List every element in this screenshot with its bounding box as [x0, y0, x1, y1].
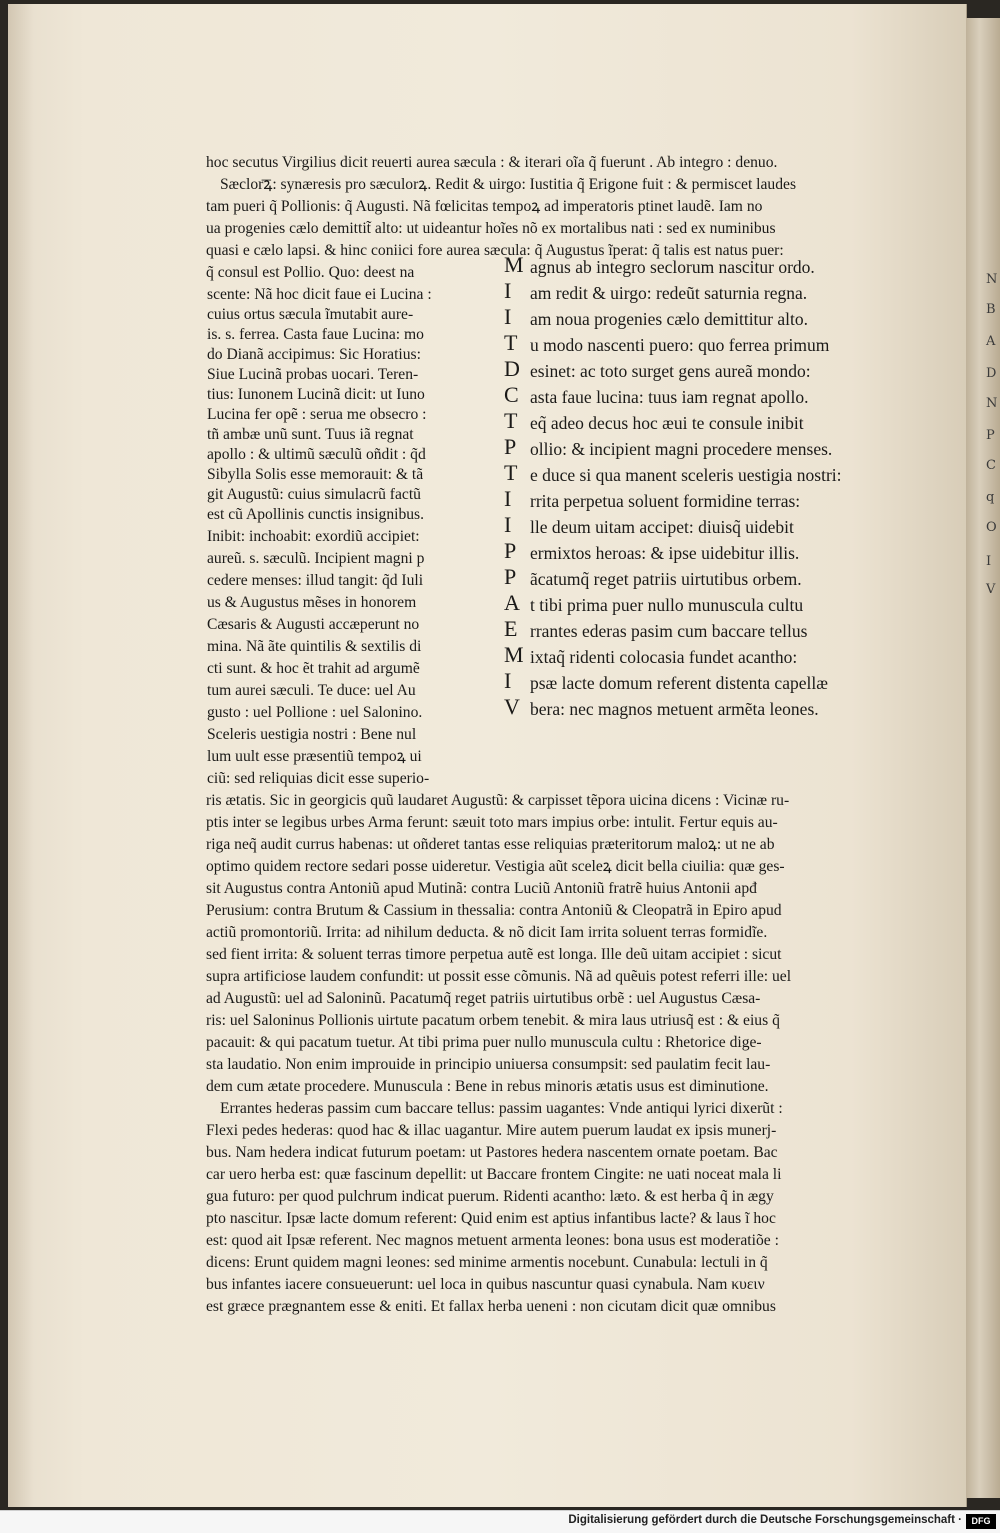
- commentary-full-line: ris: uel Saloninus Pollionis uirtute pacatum orbem tenebit. & mira laus utriusq̃ est : & eius q̃: [206, 1012, 780, 1029]
- commentary-line: apollo : & ultimũ sæculũ oñdit : q̃d: [207, 446, 426, 463]
- verse-initial: I: [504, 278, 512, 303]
- edge-letter: C: [986, 458, 996, 473]
- commentary-full-line: optimo quidem rectore sedari posse uideretur. Vestigia aũt sceleꝝ dicit bella ciuilia: quæ ges-: [206, 858, 785, 875]
- commentary-line: do Dianã accipimus: Sic Horatius:: [207, 346, 421, 363]
- edge-letter: P: [986, 428, 995, 443]
- verse-initial: T: [504, 330, 518, 355]
- verse-line: bera: nec magnos metuent armẽta leones.: [530, 699, 819, 719]
- verse-initial: C: [504, 382, 519, 407]
- commentary-full-line: gua futuro: per quod pulchrum indicat puerum. Ridenti acantho: læto. & est herba q̃ in ægy: [206, 1188, 774, 1205]
- edge-letter: B: [986, 302, 996, 317]
- commentary-line: Inibit: inchoabit: exordiũ accipiet:: [207, 528, 420, 545]
- commentary-line: Sceleris uestigia nostri : Bene nul: [207, 726, 417, 743]
- commentary-line: tum aurei sæculi. Te duce: uel Au: [207, 682, 416, 699]
- commentary-full-line: sta laudatio. Non enim improuide in principio uniuersa consumpsit: sed paulatim fecit lau-: [206, 1056, 771, 1073]
- commentary-line: cuius ortus sæcula ĩmutabit aure-: [207, 306, 414, 323]
- intro-line: ua progenies cælo demittit̃ alto: ut uideantur hoĩes nõ ex mortalibus nati : sed ex numinibus: [206, 220, 776, 237]
- footer-credit: Digitalisierung gefördert durch die Deutsche Forschungsgemeinschaft ·: [568, 1514, 962, 1526]
- commentary-line: Siue Lucinã probas uocari. Teren-: [207, 366, 419, 383]
- commentary-line: is. s. ferrea. Casta faue Lucina: mo: [207, 326, 424, 343]
- commentary-line: mina. Nã ãte quintilis & sextilis di: [207, 638, 422, 655]
- commentary-full-line: est græce prægnantem esse & eniti. Et fallax herba ueneni : non cicutam dicit quæ omnibus: [206, 1298, 776, 1315]
- verse-line: psæ lacte domum referent distenta capellæ: [530, 673, 828, 693]
- dfg-logo: DFG: [966, 1514, 996, 1529]
- commentary-line: cti sunt. & hoc ẽt trahit ad argumẽ: [207, 660, 420, 677]
- verse-initial: I: [504, 486, 512, 511]
- commentary-line: Sibylla Solis esse memorauit: & tã: [207, 466, 424, 483]
- edge-letter: A: [986, 334, 996, 349]
- verse-initial: P: [504, 564, 517, 589]
- edge-letter: N: [986, 272, 998, 287]
- verse-line: e duce si qua manent sceleris uestigia nostri:: [530, 465, 842, 485]
- edge-letter: q: [986, 490, 995, 505]
- commentary-line: scente: Nã hoc dicit faue ei Lucina :: [207, 286, 432, 303]
- commentary-full-line: ad Augustũ: uel ad Saloninũ. Pacatumq̃ reget patriis uirtutibus orbẽ : uel Augustus Cæsa-: [206, 990, 761, 1007]
- edge-letter: N: [986, 396, 998, 411]
- verse-line: ollio: & incipient magni procedere menses.: [530, 439, 833, 459]
- commentary-line: tius: Iunonem Lucinã dicit: ut Iuno: [207, 386, 425, 403]
- verse-initial: T: [504, 460, 518, 485]
- commentary-full-line: Flexi pedes hederas: quod hac & illac uagantur. Mire autem puerum laudat ex ipsis munerj-: [206, 1122, 777, 1139]
- commentary-full-line: riga neq̃ audit currus habenas: ut oñderet tantas esse reliquias præteritorum maloꝝ: ut ne ab: [206, 836, 775, 853]
- commentary-full-line: dicens: Erunt quidem magni leones: sed minime armentis nocebunt. Cunabula: lectuli in q̃: [206, 1254, 768, 1271]
- commentary-full-line: ris ætatis. Sic in georgicis quũ laudaret Augustũ: & carpisset tẽpora uicina dicens : Vicinæ ru-: [206, 792, 790, 809]
- verse-line: lle deum uitam accipet: diuisq̃ uidebit: [530, 517, 794, 537]
- verse-line: rrita perpetua soluent formidine terras:: [530, 491, 801, 511]
- commentary-full-line: pacauit: & qui pacatum tuetur. At tibi prima puer nullo munuscula cultu : Rhetorice dige-: [206, 1034, 762, 1051]
- verse-line: ãcatumq̃ reget patriis uirtutibus orbem.: [530, 569, 802, 589]
- commentary-full-line: supra artificiose laudem confundit: ut possit esse cõmunis. Nã ad quẽuis potest referri ille: uel: [206, 968, 792, 985]
- commentary-line: cedere menses: illud tangit: q̃d Iuli: [207, 572, 424, 589]
- commentary-full-line: car uero herba est: quæ fascinum depellit: ut Baccare frontem Cingite: ne uati noceat mala li: [206, 1166, 782, 1183]
- verse-line: am noua progenies cælo demittitur alto.: [530, 309, 808, 329]
- verse-initial: M: [504, 642, 524, 667]
- verse-initial: T: [504, 408, 518, 433]
- commentary-full-line: Errantes hederas passim cum baccare tellus: passim uagantes: Vnde antiqui lyrici dixerũt :: [220, 1100, 783, 1117]
- commentary-full-line: pto nascitur. Ipsæ lacte domum referent: Quid enim est aptius infantibus lacte? & laus ĩ hoc: [206, 1210, 776, 1227]
- commentary-full-line: actiũ promontoriũ. Irrita: ad nihilum deducta. & nõ dicit Iam irrita soluent terras formidĩe.: [206, 924, 768, 941]
- footer-bar: [0, 1510, 1000, 1533]
- verse-line: u modo nascenti puero: quo ferrea primum: [530, 335, 830, 355]
- edge-letter: O: [986, 520, 997, 535]
- edge-letter: I: [986, 554, 992, 569]
- verse-line: t tibi prima puer nullo munuscula cultu: [530, 595, 804, 615]
- verse-initial: P: [504, 538, 517, 563]
- intro-line: quasi e cælo lapsi. & hinc coniici fore aurea sæcula: q̃ Augustus ĩperat: q̃ talis est natus puer:: [206, 242, 784, 259]
- verse-initial: I: [504, 512, 512, 537]
- verse-line: esinet: ac toto surget gens aureã mondo:: [530, 361, 811, 381]
- verse-initial: D: [504, 356, 520, 381]
- commentary-full-line: Perusium: contra Brutum & Cassium in thessalia: contra Antoniũ & Cleopatrã in Epiro apud: [206, 902, 782, 919]
- verse-initial: P: [504, 434, 517, 459]
- edge-letter: V: [986, 582, 996, 597]
- commentary-line: lum uult esse præsentiũ tempoꝝ ui: [207, 748, 422, 765]
- verse-initial: M: [504, 252, 524, 277]
- intro-line: hoc secutus Virgilius dicit reuerti aurea sæcula : & iterari oĩa q̃ fuerunt . Ab integro : denuo.: [206, 154, 778, 171]
- commentary-full-line: sed fient irrita: & soluent terras timore perpetua autẽ est longa. Ille deũ uitam accipiet : sicut: [206, 946, 782, 963]
- commentary-line: us & Augustus mẽses in honorem: [207, 594, 417, 611]
- commentary-line: Lucina fer opẽ : serua me obsecro :: [207, 406, 427, 423]
- intro-line: q̃ consul est Pollio. Quo: deest na: [206, 264, 415, 281]
- commentary-line: est cũ Apollinis cunctis insignibus.: [207, 506, 425, 523]
- commentary-full-line: sit Augustus contra Antoniũ apud Mutinã: contra Luciũ Antoniũ fratrẽ huius Antonii apđ: [206, 880, 757, 897]
- commentary-line: Cæsaris & Augusti accæperunt no: [207, 616, 420, 633]
- commentary-line: ciũ: sed reliquias dicit esse superio-: [207, 770, 430, 787]
- commentary-full-line: dem cum ætate procedere. Munuscula : Bene in rebus minoris ætatis usus est diminutione.: [206, 1078, 769, 1095]
- verse-line: am redit & uirgo: redeũt saturnia regna.: [530, 283, 808, 303]
- commentary-line: git Augustũ: cuius simulacrũ factũ: [207, 486, 421, 503]
- edge-letter: D: [986, 366, 997, 381]
- verse-initial: I: [504, 668, 512, 693]
- verse-line: agnus ab integro seclorum nascitur ordo.: [530, 257, 815, 277]
- verse-line: ixtaq̃ ridenti colocasia fundet acantho:: [530, 647, 798, 667]
- commentary-full-line: bus infantes iacere consueuerunt: uel loca in quibus nascuntur quasi cynabula. Nam κυειν: [206, 1276, 765, 1293]
- commentary-line: gusto : uel Pollione : uel Salonino.: [207, 704, 423, 721]
- commentary-line: aureũ. s. sæculũ. Incipient magni p: [207, 550, 425, 567]
- commentary-full-line: ptis inter se legibus urbes Arma ferunt: sæuit toto mars impius orbe: intulit. Fertur equis au-: [206, 814, 778, 831]
- verse-line: ermixtos heroas: & ipse uidebitur illis.: [530, 543, 800, 563]
- commentary-line: tñ ambæ unũ sunt. Tuus iã regnat: [207, 426, 414, 443]
- commentary-full-line: bus. Nam hedera indicat futurum poetam: ut Pastores hedera nascentem ornate poetam. Bac: [206, 1144, 778, 1161]
- verse-initial: A: [504, 590, 520, 615]
- verse-line: asta faue lucina: tuus iam regnat apollo.: [530, 387, 809, 407]
- verse-line: eq̃ adeo decus hoc æui te consule inibit: [530, 413, 804, 433]
- verse-initial: E: [504, 616, 518, 641]
- commentary-full-line: est: quod ait Ipsæ referent. Nec magnos metuent armenta leones: bona usus est moderatiõe :: [206, 1232, 779, 1249]
- verse-initial: V: [504, 694, 520, 719]
- intro-line: tam pueri q̃ Pollionis: q̃ Augusti. Nã fœlicitas tempoꝝ ad imperatoris ptinet laudẽ. Iam no: [206, 198, 763, 215]
- verse-line: rrantes ederas pasim cum baccare tellus: [530, 621, 808, 641]
- intro-line: Sæclor͞ꝝ: synæresis pro sæculorꝝ. Redit & uirgo: Iustitia q̃ Erigone fuit : & permiscet laudes: [220, 176, 797, 193]
- verse-initial: I: [504, 304, 512, 329]
